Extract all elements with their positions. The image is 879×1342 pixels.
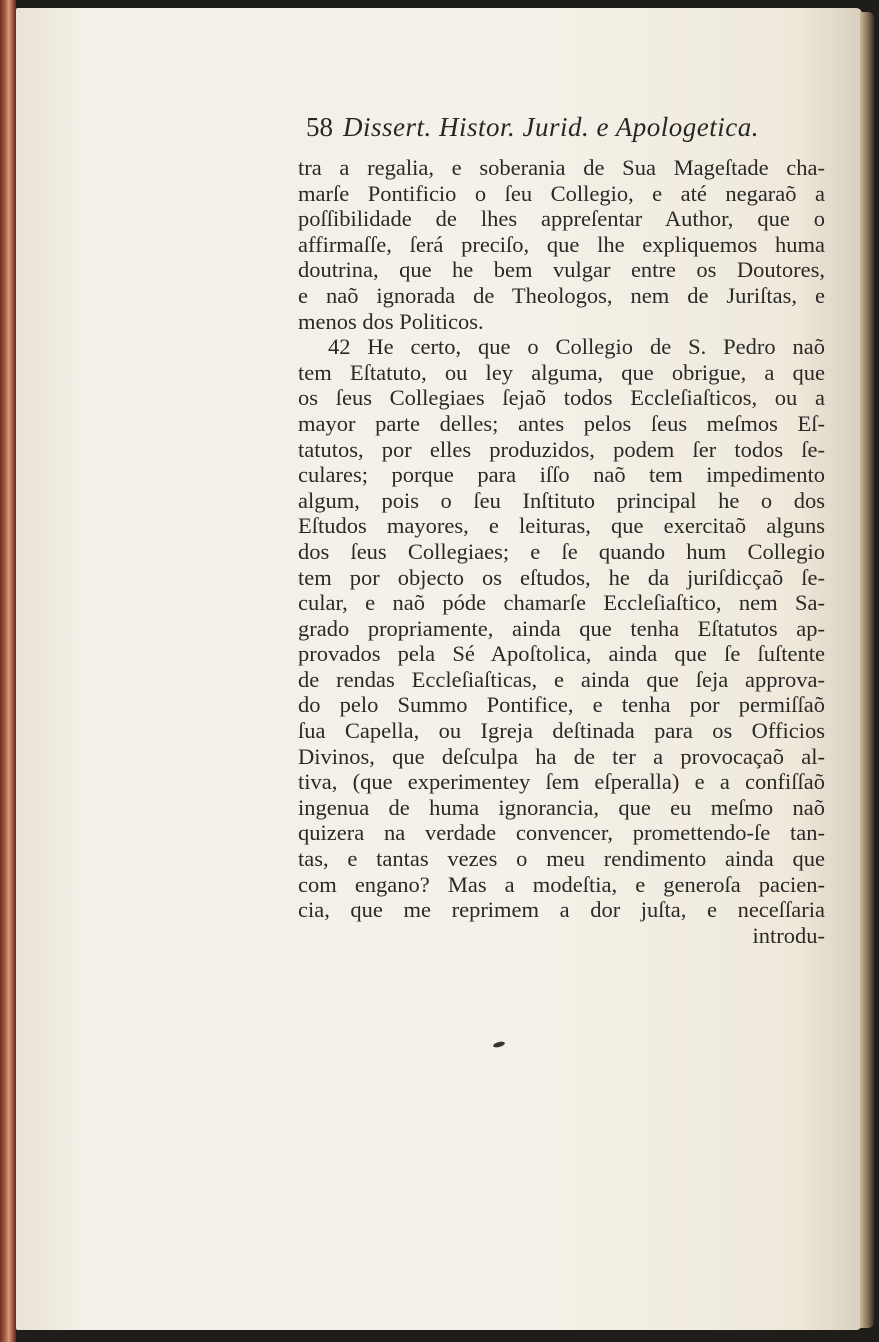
body-text [298,155,825,948]
page-number: 58 [306,112,333,142]
text-line: cular, e naõ póde chamarſe Eccleſiaſtico, nem Sa- [298,590,825,616]
text-line: Eſtudos mayores, e leituras, que exercitaõ alguns [298,513,825,539]
text-line: ingenua de huma ignorancia, que eu meſmo naõ [298,794,825,820]
text-line: do pelo Summo Pontifice, e tenha por permiſſaõ [298,692,825,718]
running-title: Dissert. Histor. Jurid. e Apologetica. [343,112,759,142]
text-line: culares; porque para iſſo naõ tem impedimento [298,462,825,488]
paragraph-start-line: 42 He certo, que o Collegio de S. Pedro naõ [328,334,825,360]
text-line: ſua Capella, ou Igreja deſtinada para os Officios [298,718,825,744]
text-line: algum, pois o ſeu Inſtituto principal he o dos [298,487,825,513]
text-line: mayor parte delles; antes pelos ſeus meſmos Eſ- [298,410,825,436]
text-line: com engano? Mas a modeſtia, e generoſa pacien- [298,871,825,897]
text-line: tatutos, por elles produzidos, podem ſer todos ſe- [298,436,825,462]
text-line: tas, e tantas vezes o meu rendimento ainda que [298,846,825,872]
text-line: quizera na verdade convencer, promettendo-ſe tan- [298,820,825,846]
text-line: menos dos Politicos. [298,308,484,334]
text-line: os ſeus Collegiaes ſejaõ todos Eccleſiaſticos, ou a [298,385,825,411]
text-line: grado propriamente, ainda que tenha Eſtatutos ap- [298,615,825,641]
text-line: marſe Pontificio o ſeu Collegio, e até negaraõ a [298,180,825,206]
catchword: introdu- [752,922,825,948]
text-line: doutrina, que he bem vulgar entre os Doutores, [298,257,825,283]
text-line: affirmaſſe, ſerá preciſo, que lhe expliquemos huma [298,231,825,257]
text-line: provados pela Sé Apoſtolica, ainda que ſe ſuſtente [298,641,825,667]
text-line: tem Eſtatuto, ou ley alguma, que obrigue, a que [298,359,825,385]
book-spine-edge [0,0,16,1342]
text-line: Divinos, que deſculpa ha de ter a provocaçaõ al- [298,743,825,769]
text-line: tem por objecto os eſtudos, he da juriſdicçaõ ſe- [298,564,825,590]
text-line: de rendas Eccleſiaſticas, e ainda que ſeja approva- [298,666,825,692]
page-stack-edge [860,12,874,1328]
text-line: cia, que me reprimem a dor juſta, e neceſſaria [298,897,825,923]
text-line: dos ſeus Collegiaes; e ſe quando hum Collegio [298,538,825,564]
text-line: poſſibilidade de lhes appreſentar Author, que o [298,206,825,232]
text-line: e naõ ignorada de Theologos, nem de Juriſtas, e [298,282,825,308]
text-line: tra a regalia, e soberania de Sua Mageſtade cha- [298,155,825,180]
page-header [306,112,806,152]
text-line: tiva, (que experimentey ſem eſperalla) e a confiſſaõ [298,769,825,795]
